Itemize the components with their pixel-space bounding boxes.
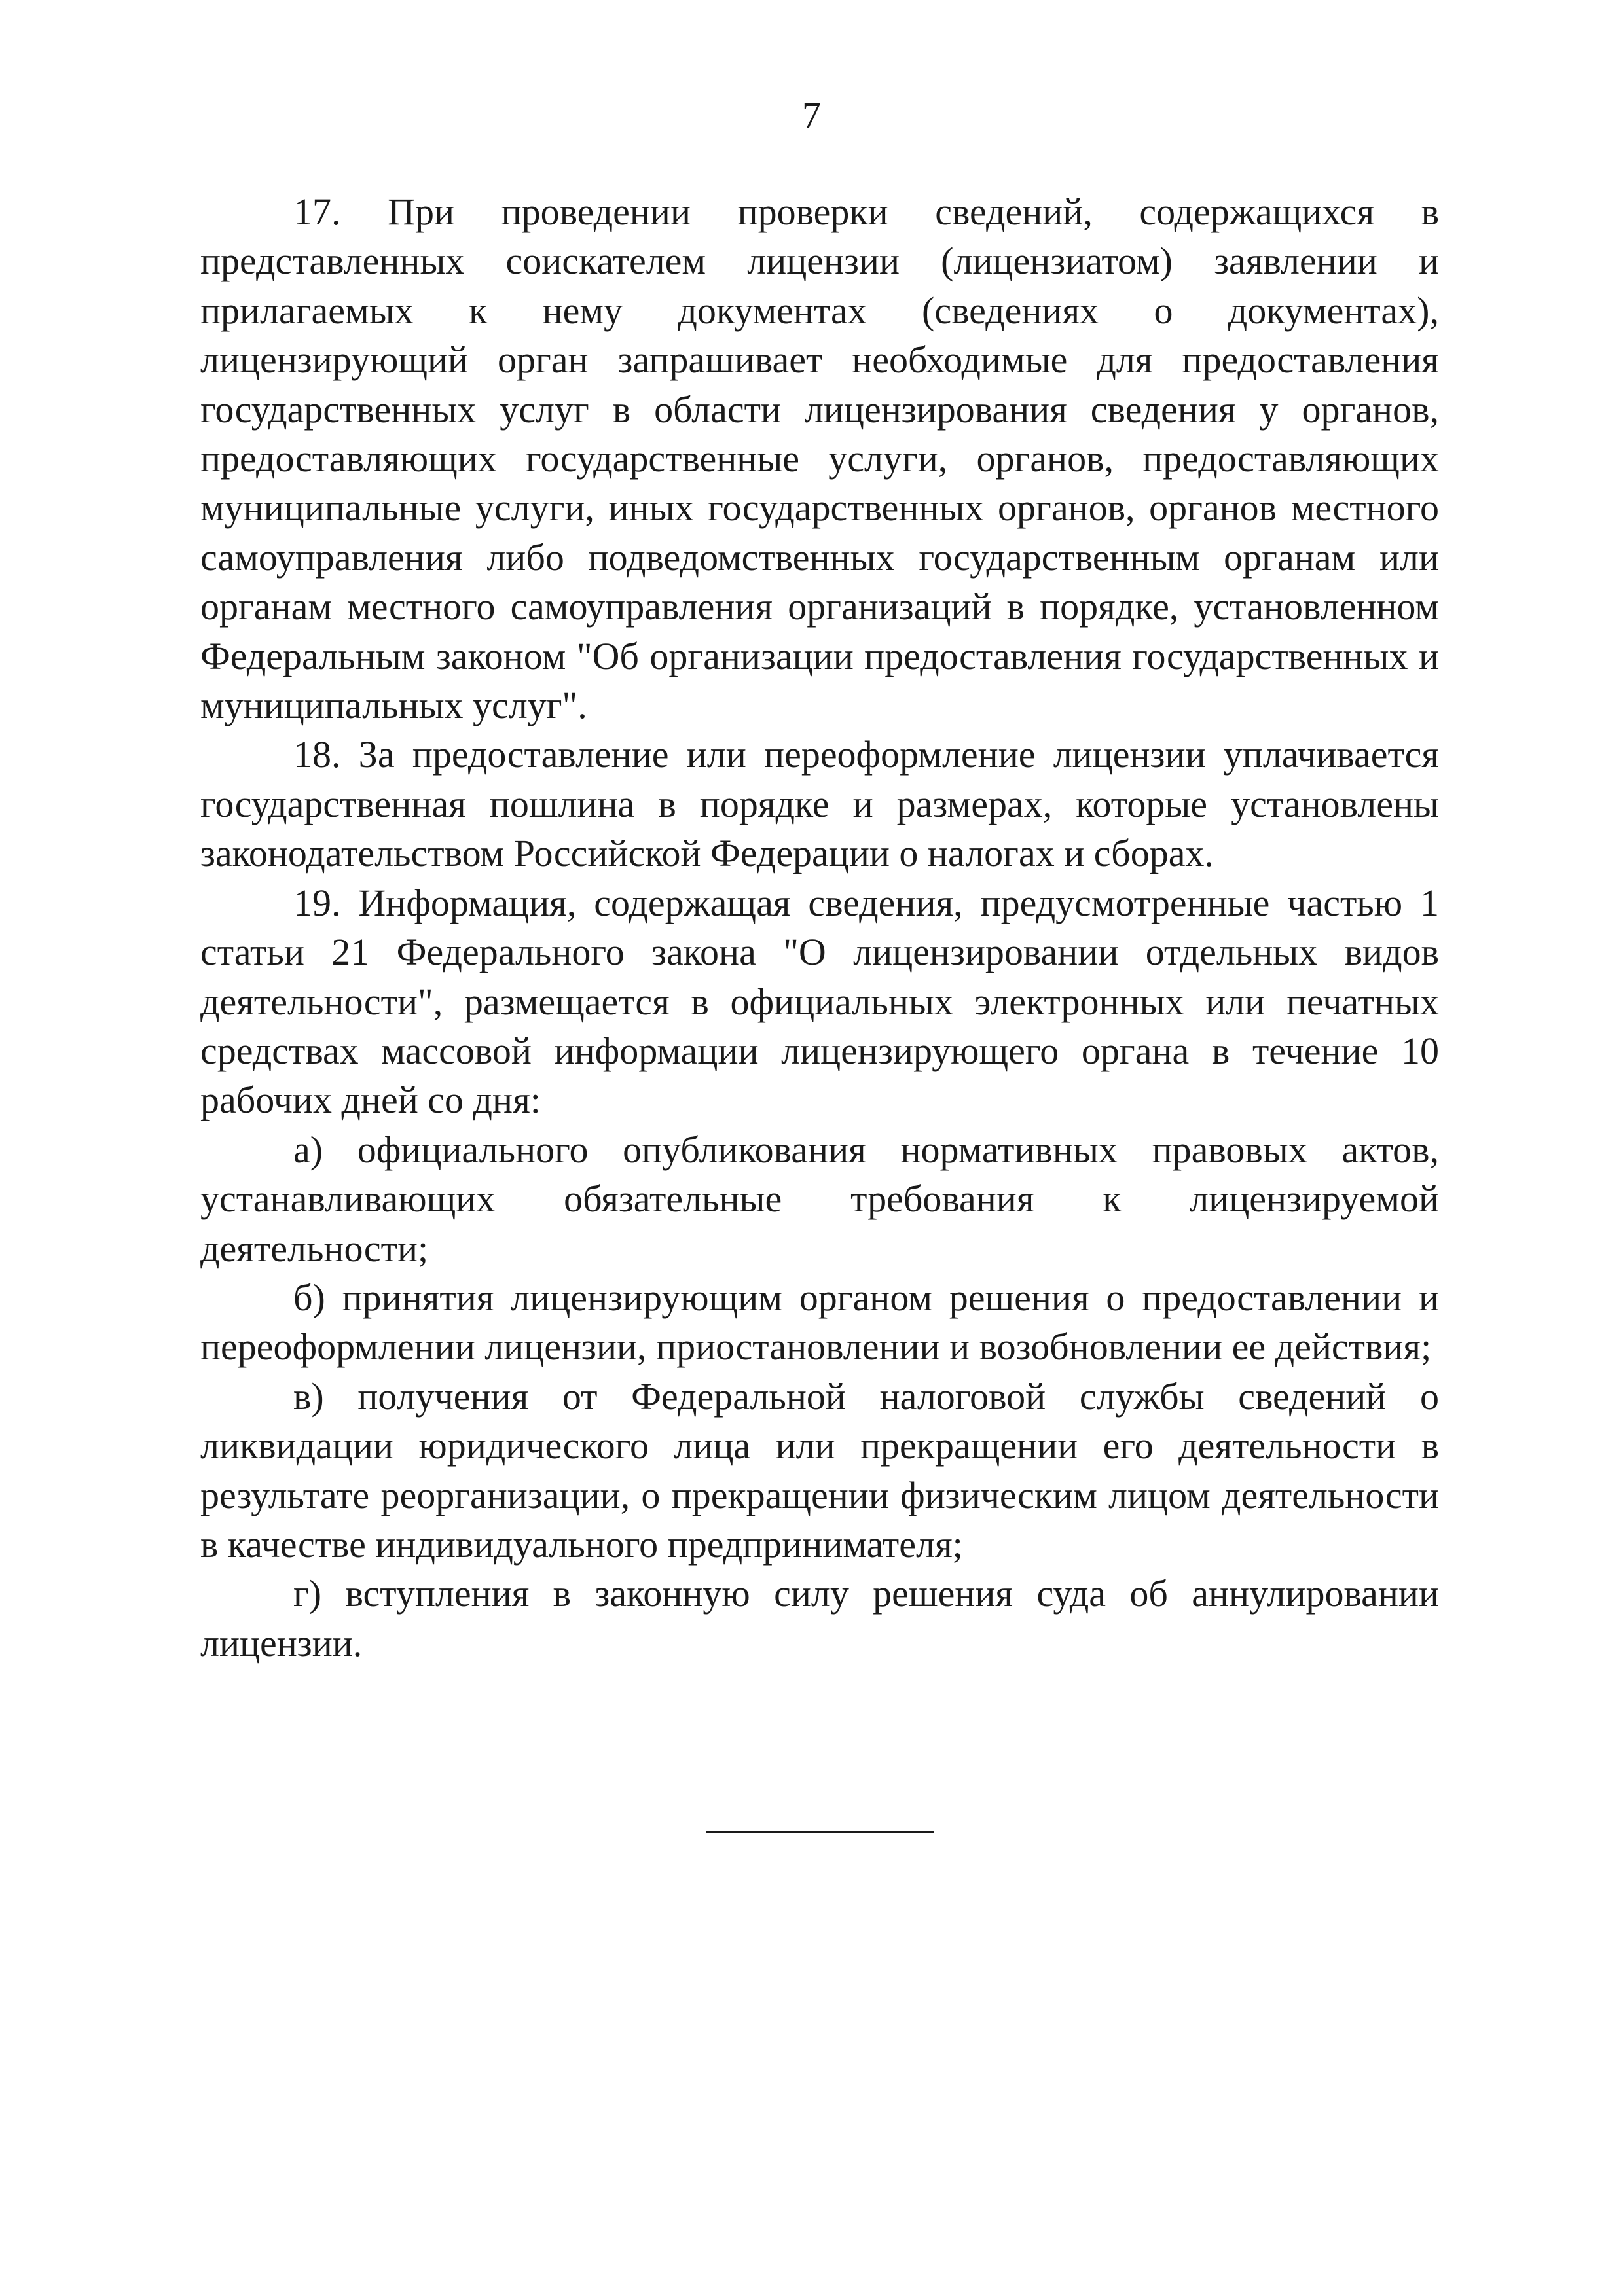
paragraph-19-item-v: в) получения от Федеральной налоговой службы сведений о ликвидации юридического лица или прекращении его деятельности в результате реорганизации, о прекращении физическим лицом деятельности в качестве индивидуального предпринимателя;: [200, 1374, 1439, 1566]
paragraph-19: 19. Информация, содержащая сведения, предусмотренные частью 1 статьи 21 Федерального закона "О лицензировании отдельных видов деятельности", размещается в официальных электронных или печатных средствах массовой информации лицензирующего органа в течение 10 рабочих дней со дня:: [200, 881, 1439, 1122]
paragraph-19-item-a: а) официального опубликования нормативных правовых актов, устанавливающих обязательные требования к лицензируемой деятельности;: [200, 1128, 1439, 1270]
paragraph-19-item-g: г) вступления в законную силу решения суда об аннулировании лицензии.: [200, 1572, 1439, 1664]
page-number: 7: [802, 94, 821, 137]
paragraph-17: 17. При проведении проверки сведений, содержащихся в представленных соискателем лицензии (лицензиатом) заявлении и прилагаемых к нему документах (сведениях о документах), лицензирующий орган запрашивает необходимые для предоставления государственных услуг в области лицензирования сведения у органов, предоставляющих государственные услуги, органов, предоставляющих муниципальные услуги, иных государственных органов, органов местного самоуправления либо подведомственных государственным органам или органам местного самоуправления организаций в порядке, установленном Федеральным законом "Об организации предоставления государственных и муниципальных услуг".: [200, 190, 1439, 727]
paragraph-18: 18. За предоставление или переоформление лицензии уплачивается государственная пошлина в порядке и размерах, которые установлены законодательством Российской Федерации о налогах и сборах.: [200, 733, 1439, 875]
paragraph-19-item-b: б) принятия лицензирующим органом решения о предоставлении и переоформлении лицензии, приостановлении и возобновлении ее действия;: [200, 1276, 1439, 1369]
document-body: [200, 187, 1439, 1668]
end-of-document-rule: [706, 1831, 934, 1833]
